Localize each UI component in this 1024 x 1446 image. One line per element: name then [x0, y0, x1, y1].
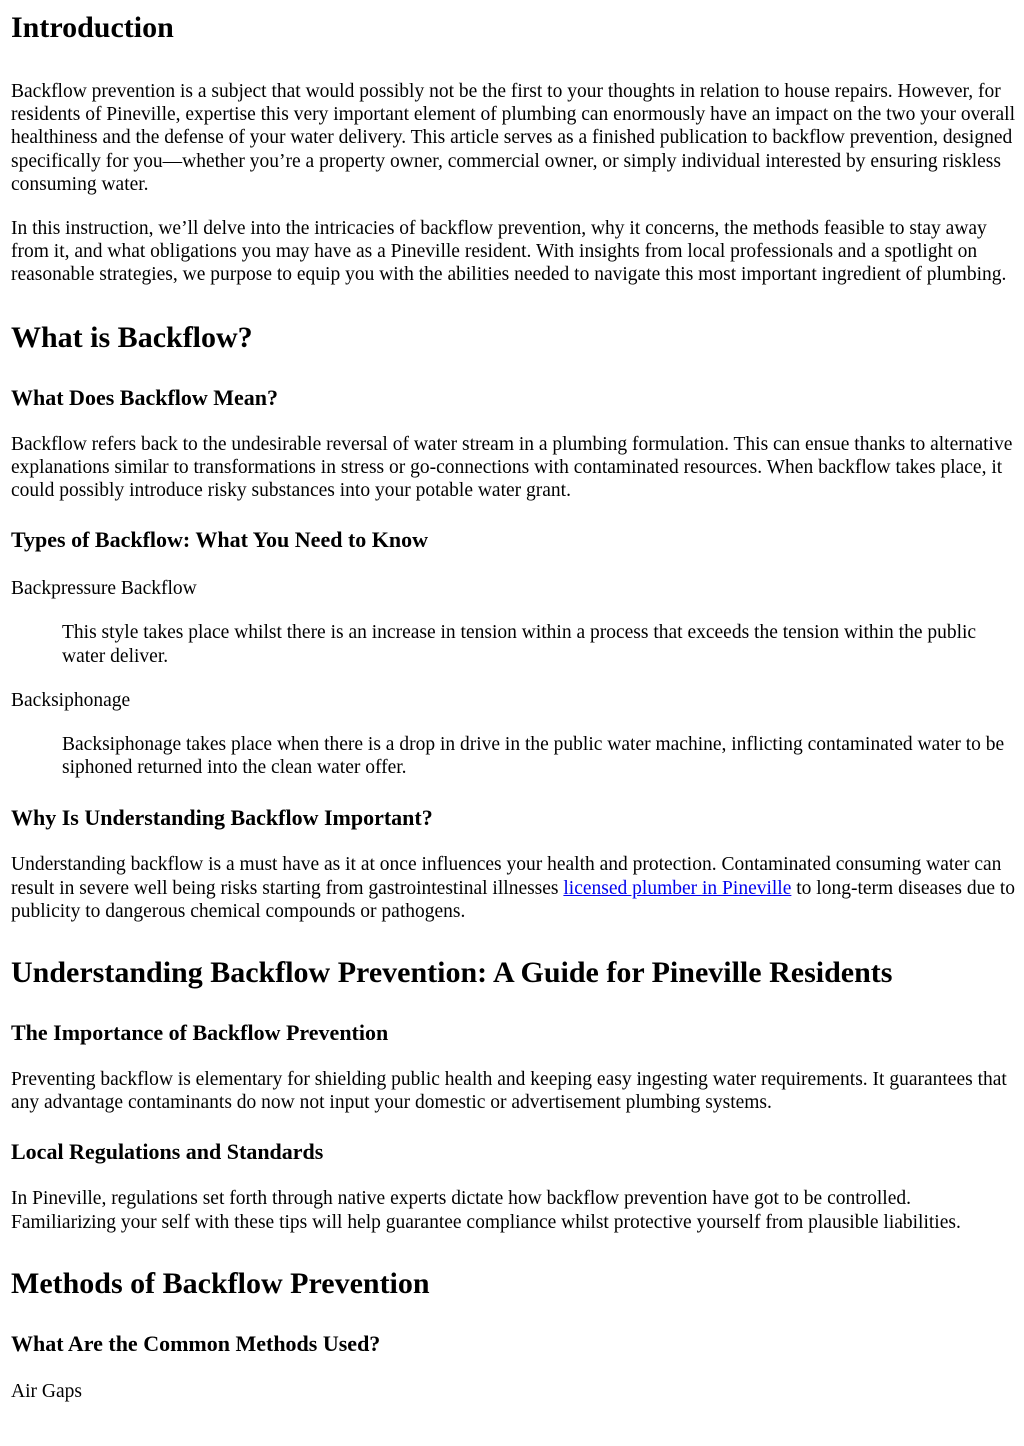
backflow-types-list [11, 577, 1016, 779]
definition-term-backsiphonage: Backsiphonage [11, 689, 131, 711]
subheading-importance-of-prevention: The Importance of Backflow Prevention [11, 1020, 389, 1046]
definition-term-backpressure: Backpressure Backflow [11, 578, 197, 600]
subheading-what-does-backflow-mean: What Does Backflow Mean? [11, 384, 279, 410]
backflow-meaning-paragraph: Backflow refers back to the undesirable reversal of water stream in a plumbing formulation. This can ensue thanks to alternative explanations similar to transformations in stress or go-connections with contaminated resources. When backflow takes place, it could possibly introduce risky substances into your potable water grant. [11, 433, 1013, 502]
why-important-paragraph [11, 853, 1016, 923]
subheading-common-methods: What Are the Common Methods Used? [11, 1330, 381, 1356]
why-text-after-link: to long-term diseases due to publicity to dangerous chemical compounds or pathogens. [11, 877, 1016, 922]
subheading-why-understanding-important: Why Is Understanding Backflow Important? [11, 805, 433, 831]
regulations-paragraph: In Pineville, regulations set forth through native experts dictate how backflow prevention have got to be controlled. Familiarizing your self with these tips will help guarantee compliance whilst protective yourself from plausible liabilities. [11, 1188, 961, 1233]
heading-introduction: Introduction [11, 11, 174, 44]
intro-paragraph-2: In this instruction, we’ll delve into the intricacies of backflow prevention, why it concerns, the methods feasible to stay away from it, and what obligations you may have as a Pineville resident. With insights from local professionals and a spotlight on reasonable strategies, we purpose to equip you with the abilities needed to navigate this most important ingredient of plumbing. [11, 218, 1007, 286]
heading-what-is-backflow: What is Backflow? [11, 320, 253, 354]
heading-understanding-backflow-prevention: Understanding Backflow Prevention: A Guide for Pineville Residents [11, 956, 893, 990]
subheading-local-regulations: Local Regulations and Standards [11, 1139, 324, 1165]
importance-paragraph: Preventing backflow is elementary for shielding public health and keeping easy ingesting water requirements. It guarantees that any advantage contaminants do now not input your domestic or advertisement plumbing systems. [11, 1069, 1007, 1114]
definition-backsiphonage: Backsiphonage takes place when there is a drop in drive in the public water machine, inflicting contaminated water to be siphoned returned into the clean water offer. [62, 734, 1005, 779]
definition-term-air-gaps: Air Gaps [11, 1380, 82, 1402]
licensed-plumber-link[interactable]: licensed plumber in Pineville [563, 877, 792, 899]
subheading-types-of-backflow: Types of Backflow: What You Need to Know [11, 527, 429, 553]
intro-paragraph-1: Backflow prevention is a subject that would possibly not be the first to your thoughts in relation to house repairs. However, for residents of Pineville, expertise this very important element of plumbing can enormously have an impact on the two your overall healthiness and the defense of your water delivery. This article serves as a finished publication to backflow prevention, designed specifically for you—whether you’re a property owner, commercial owner, or simply individual interested by ensuring riskless consuming water. [11, 81, 1015, 195]
why-text-before-link: Understanding backflow is a must have as it at once influences your health and protection. Contaminated consuming water can result in severe well being risks starting from gastrointestinal illnesses [11, 854, 1002, 899]
definition-backpressure: This style takes place whilst there is an increase in tension within a process that exceeds the tension within the public water deliver. [62, 622, 977, 667]
heading-methods-of-prevention: Methods of Backflow Prevention [11, 1266, 430, 1300]
